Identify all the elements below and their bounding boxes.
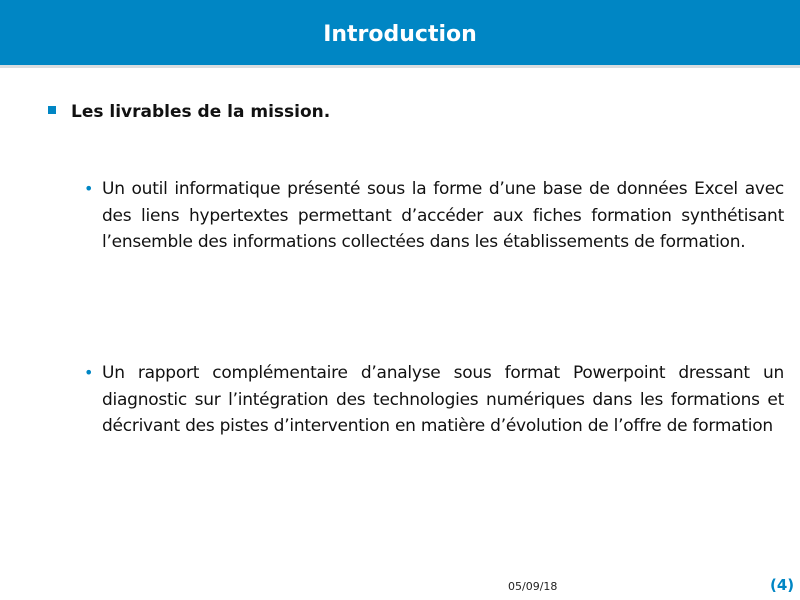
sub-bullet-1 [84,176,784,256]
sub-bullet-2 [84,360,784,440]
sub-bullet-text: Un outil informatique présenté sous la forme d’une base de données Excel avec des liens hypertextes permettant d’accéder aux fiches formation synthétisant l’ensemble des informations collectées dans les établissements de formation. [102,179,784,252]
footer-date: 05/09/18 [508,580,558,593]
dot-bullet-icon: • [84,363,94,382]
dot-bullet-icon: • [84,179,94,198]
square-bullet-icon [48,106,56,114]
sub-bullet-text: Un rapport complémentaire d’analyse sous format Powerpoint dressant un diagnostic sur l’intégration des technologies numériques dans les formations et décrivant des pistes d’intervention en matière d’évolution de l’offre de formation [102,363,784,436]
slide-title: Introduction [323,22,477,47]
page-number: (4) [770,576,795,594]
main-bullet [48,100,778,124]
main-bullet-text: Les livrables de la mission. [71,102,331,122]
slide-header [0,0,800,68]
